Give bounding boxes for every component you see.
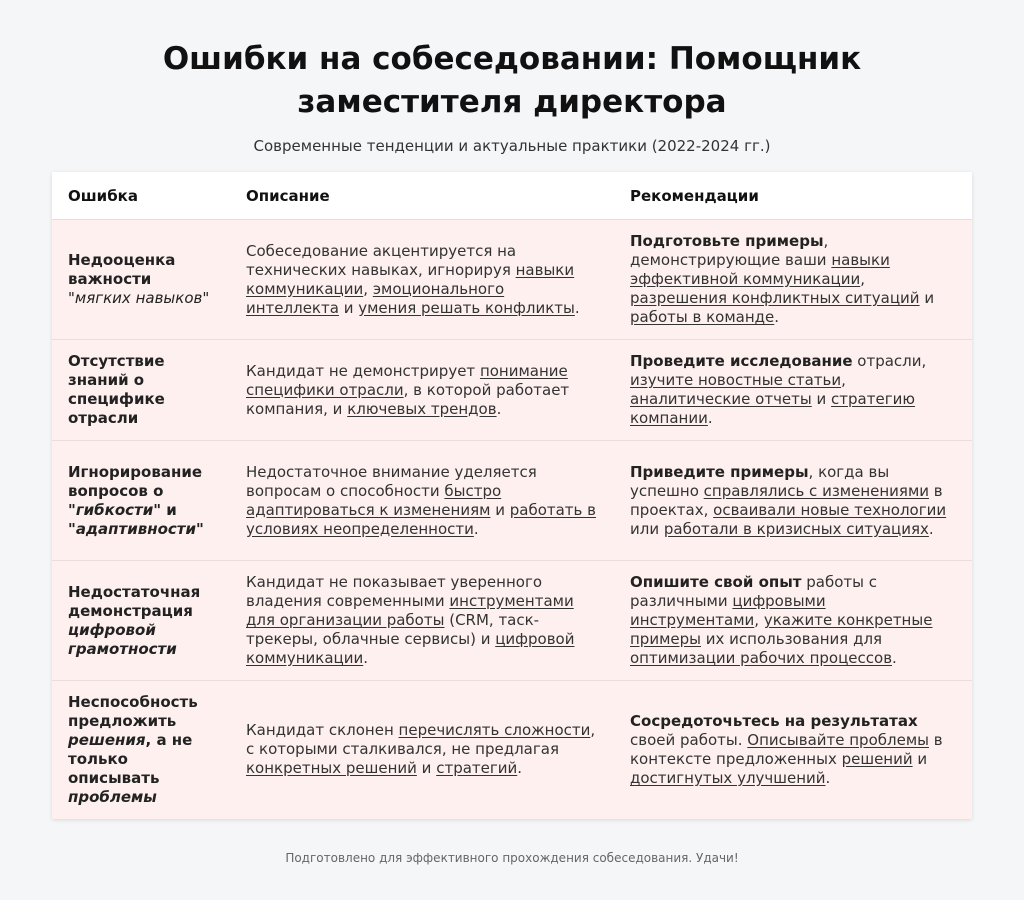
column-header-error: Ошибка [52,172,230,220]
underlined-term: изучите новостные статьи [630,371,842,389]
underlined-term: аналитические отчеты [630,390,812,408]
page-subtitle: Современные тенденции и актуальные практики (2022-2024 гг.) [253,137,771,155]
underlined-term: работы в команде [630,308,775,326]
error-emphasis: "мягких навыков" [68,289,210,307]
underlined-term: оптимизации рабочих процессов [630,649,893,667]
table-row [52,441,972,561]
mistakes-table [52,172,972,819]
error-emphasis: "адаптивности" [68,519,204,538]
table-row [52,220,972,340]
error-emphasis: проблемы [68,787,157,806]
underlined-term: перечислять сложности [398,721,591,740]
underlined-term: эмоционального интеллекта [246,279,505,317]
error-text: Недостаточная демонстрация [68,582,201,620]
table-row [52,340,972,441]
underlined-term: понимание специфики отрасли [246,361,568,399]
recommendation-lead: Подготовьте примеры [630,232,824,250]
recommendation-cell: Приведите примеры, когда вы успешно справлялись с изменениями в проектах, осваивали новые технологии или работали в кризисных ситуациях. [614,441,972,561]
recommendation-cell: Сосредоточьтесь на результатах своей работы. Описывайте проблемы в контексте предложенных решений и достигнутых улучшений. [630,711,943,787]
underlined-term: конкретных решений [246,759,417,778]
underlined-term: разрешения конфликтных ситуаций [630,289,920,307]
table-row [52,681,972,819]
page-title: Ошибки на собеседовании: Помощник заместителя директора [162,41,862,120]
underlined-term: ключевых трендов [347,399,497,418]
recommendation-cell: Проведите исследование отрасли, изучите новостные статьи, аналитические отчеты и стратегию компании. [614,340,972,441]
recommendation-lead: Проведите исследование [630,352,853,370]
underlined-term: навыки эффективной коммуникации [630,251,890,288]
underlined-term: справлялись с изменениями [703,481,930,500]
recommendation-cell: Подготовьте примеры, демонстрирующие ваши навыки эффективной коммуникации, разрешения конфликтных ситуаций и работы в команде. [614,220,972,340]
error-cell [52,220,230,340]
error-cell: Игнорирование вопросов о "гибкости" и "адаптивности" [52,441,230,561]
underlined-term: работали в кризисных ситуациях [663,519,929,538]
error-emphasis: "гибкости" [68,500,162,519]
underlined-term: осваивали новые технологии [713,500,947,519]
error-text: Неспособность предложить [68,692,198,730]
recommendation-lead: Сосредоточьтесь на результатах [630,711,918,730]
underlined-term: укажите конкретные примеры [630,611,933,648]
error-text: Отсутствие знаний о специфике отрасли [68,352,165,427]
error-emphasis: цифровой грамотности [68,620,177,658]
underlined-term: навыки коммуникации [246,260,575,298]
underlined-term: стратегию компании [630,390,915,427]
description-cell: Собеседование акцентируется на технических навыках, игнорируя навыки коммуникации, эмоционального интеллекта и умения решать конфликты. [230,220,614,340]
underlined-term: цифровыми инструментами [630,592,826,629]
description-cell: Кандидат не демонстрирует понимание специфики отрасли, в которой работает компания, и ключевых трендов. [230,340,614,441]
error-emphasis: решения [68,730,146,749]
table-row [52,561,972,681]
description-cell: Кандидат не показывает уверенного владения современными инструментами для организации работы (CRM, таск-трекеры, облачные сервисы) и цифровой коммуникации. [230,561,614,681]
column-header-recommendations: Рекомендации [614,172,972,220]
error-text: Игнорирование вопросов о [68,462,203,500]
underlined-term: умения решать конфликты [358,298,575,317]
error-text: Недооценка важности [68,251,176,288]
recommendation-cell: Опишите свой опыт работы с различными цифровыми инструментами, укажите конкретные примеры их использования для оптимизации рабочих процессов. [614,561,972,681]
underlined-term: стратегий [436,759,518,778]
recommendation-lead: Приведите примеры [630,462,809,481]
underlined-term: работать в условиях неопределенности [246,500,596,538]
error-cell [52,561,230,681]
footer-note: Подготовлено для эффективного прохождения собеседования. Удачи! [285,851,739,865]
underlined-term: Описывайте проблемы [747,730,929,749]
table-header-row [52,172,972,220]
error-cell: Неспособность предложить решения, а не только описывать проблемы [68,692,198,806]
underlined-term: цифровой коммуникации [246,630,575,667]
error-cell [52,340,230,441]
underlined-term: решений [841,749,913,768]
description-cell: Кандидат склонен перечислять сложности, с которыми сталкивался, не предлагая конкретных решений и стратегий. [246,721,596,778]
underlined-term: достигнутых улучшений [630,768,826,787]
recommendation-lead: Опишите свой опыт [630,573,802,591]
column-header-description: Описание [230,172,614,220]
underlined-term: быстро адаптироваться к изменениям [246,481,502,519]
underlined-term: инструментами для организации работы [246,592,574,629]
mistakes-table-container [52,172,972,819]
description-cell: Недостаточное внимание уделяется вопросам о способности быстро адаптироваться к изменениям и работать в условиях неопределенности. [230,441,614,561]
